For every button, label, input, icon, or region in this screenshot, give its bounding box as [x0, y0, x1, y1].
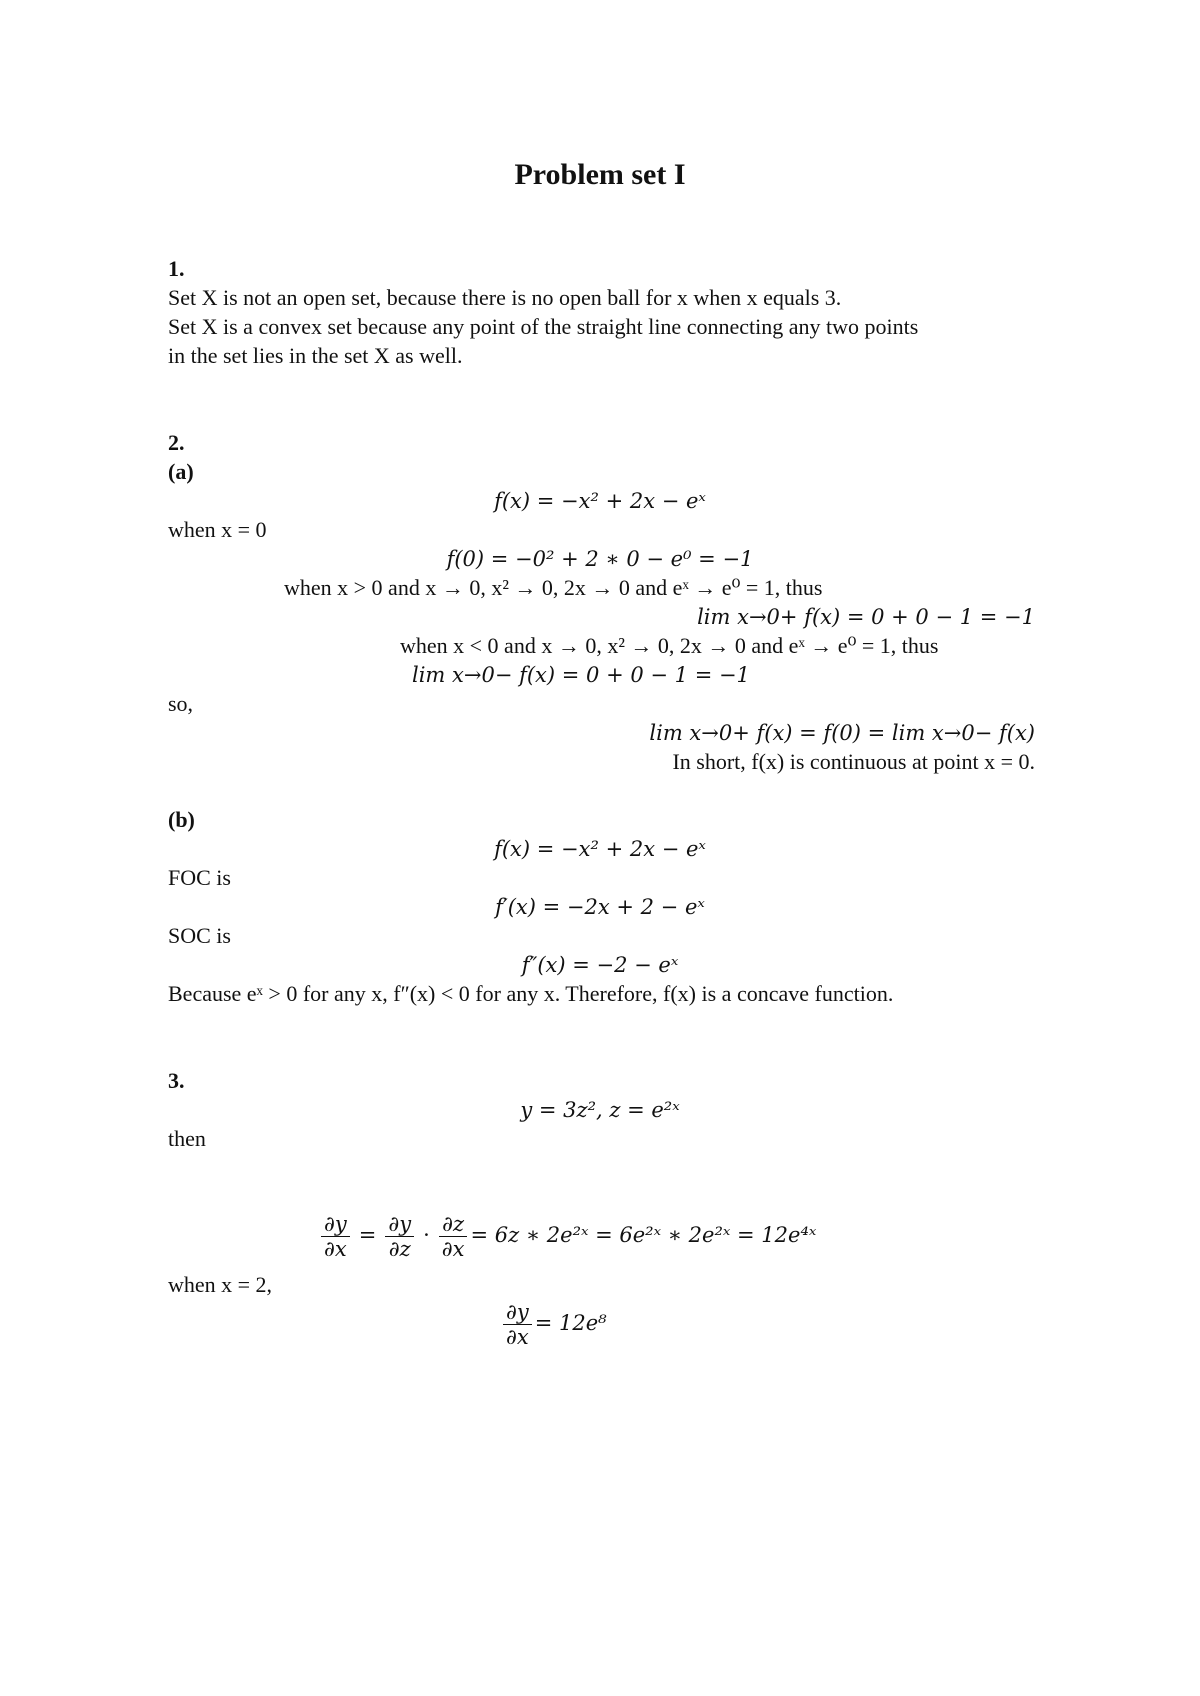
- final-dy-dx-fraction: [503, 1300, 532, 1349]
- dz-dx-fraction: [439, 1212, 468, 1261]
- page-title: Problem set I: [514, 158, 686, 191]
- q2a-when-positive: when x > 0 and x → 0, x² → 0, 2x → 0 and eˣ → e⁰ = 1, thus: [284, 575, 823, 600]
- question-1-number: 1.: [168, 256, 185, 281]
- q2b-soc-label: SOC is: [168, 923, 231, 948]
- q3-final-result: [500, 1300, 607, 1349]
- q2a-f0-equation: f(0) = −0² + 2 ∗ 0 − e⁰ = −1: [446, 547, 754, 571]
- q2a-when-zero: when x = 0: [168, 517, 267, 542]
- dz-dx-denominator: ∂x: [441, 1237, 465, 1261]
- q2b-second-derivative: f″(x) = −2 − eˣ: [521, 953, 679, 977]
- q3-definitions: y = 3z², z = e²ˣ: [520, 1098, 680, 1122]
- dz-dx-numerator: ∂z: [439, 1212, 468, 1237]
- q2a-when-negative: when x < 0 and x → 0, x² → 0, 2x → 0 and eˣ → e⁰ = 1, thus: [400, 633, 939, 658]
- q1-line-2: Set X is a convex set because any point of the straight line connecting any two points: [168, 314, 919, 339]
- q1-line-1: Set X is not an open set, because there is no open ball for x when x equals 3.: [168, 285, 842, 310]
- question-2-number: 2.: [168, 430, 185, 455]
- q3-chain-rule-equation: $\frac{\partial y}{\partial x}$ = $\frac{\partial y}{\partial z}$ · $\frac{\partial z}{\partial x}$ = 6z ∗ 2e²ˣ = 6e²ˣ ∗ 2e²ˣ = 12e⁴ˣ: [318, 1212, 816, 1261]
- dy-dx-denominator: ∂x: [324, 1237, 347, 1261]
- q2a-limits-equal: lim x→0+ f(x) = f(0) = lim x→0− f(x): [649, 721, 1035, 745]
- q2a-conclusion: In short, f(x) is continuous at point x = 0.: [672, 749, 1035, 774]
- q3-then: then: [168, 1126, 206, 1151]
- dy-dz-denominator: ∂z: [388, 1237, 411, 1261]
- q2b-conclusion: Because eˣ > 0 for any x, f″(x) < 0 for any x. Therefore, f(x) is a concave function.: [168, 981, 894, 1006]
- q2a-function-equation: f(x) = −x² + 2x − eˣ: [494, 489, 706, 513]
- q2a-so: so,: [168, 691, 194, 716]
- part-b-label: (b): [168, 807, 195, 832]
- dy-dz-fraction: [385, 1212, 414, 1261]
- final-value: = 12e⁸: [534, 1311, 607, 1335]
- q3-when-x-equals-2: when x = 2,: [168, 1272, 273, 1297]
- final-dy-numerator: ∂y: [503, 1300, 532, 1325]
- q2b-function-equation: f(x) = −x² + 2x − eˣ: [494, 837, 706, 861]
- part-a-label: (a): [168, 459, 194, 484]
- dy-dx-numerator: ∂y: [321, 1212, 350, 1237]
- chain-rule-result: = 6z ∗ 2e²ˣ = 6e²ˣ ∗ 2e²ˣ = 12e⁴ˣ: [470, 1223, 817, 1247]
- q2b-foc-label: FOC is: [168, 865, 231, 890]
- dy-dx-fraction: [321, 1212, 350, 1261]
- q2a-right-limit: lim x→0+ f(x) = 0 + 0 − 1 = −1: [697, 605, 1035, 629]
- q2a-left-limit: lim x→0− f(x) = 0 + 0 − 1 = −1: [412, 663, 750, 687]
- final-dx-denominator: ∂x: [506, 1325, 529, 1349]
- q2b-first-derivative: f′(x) = −2x + 2 − eˣ: [495, 895, 705, 919]
- question-3-number: 3.: [168, 1068, 185, 1093]
- q1-line-3: in the set lies in the set X as well.: [168, 343, 463, 368]
- dy-dz-numerator: ∂y: [385, 1212, 414, 1237]
